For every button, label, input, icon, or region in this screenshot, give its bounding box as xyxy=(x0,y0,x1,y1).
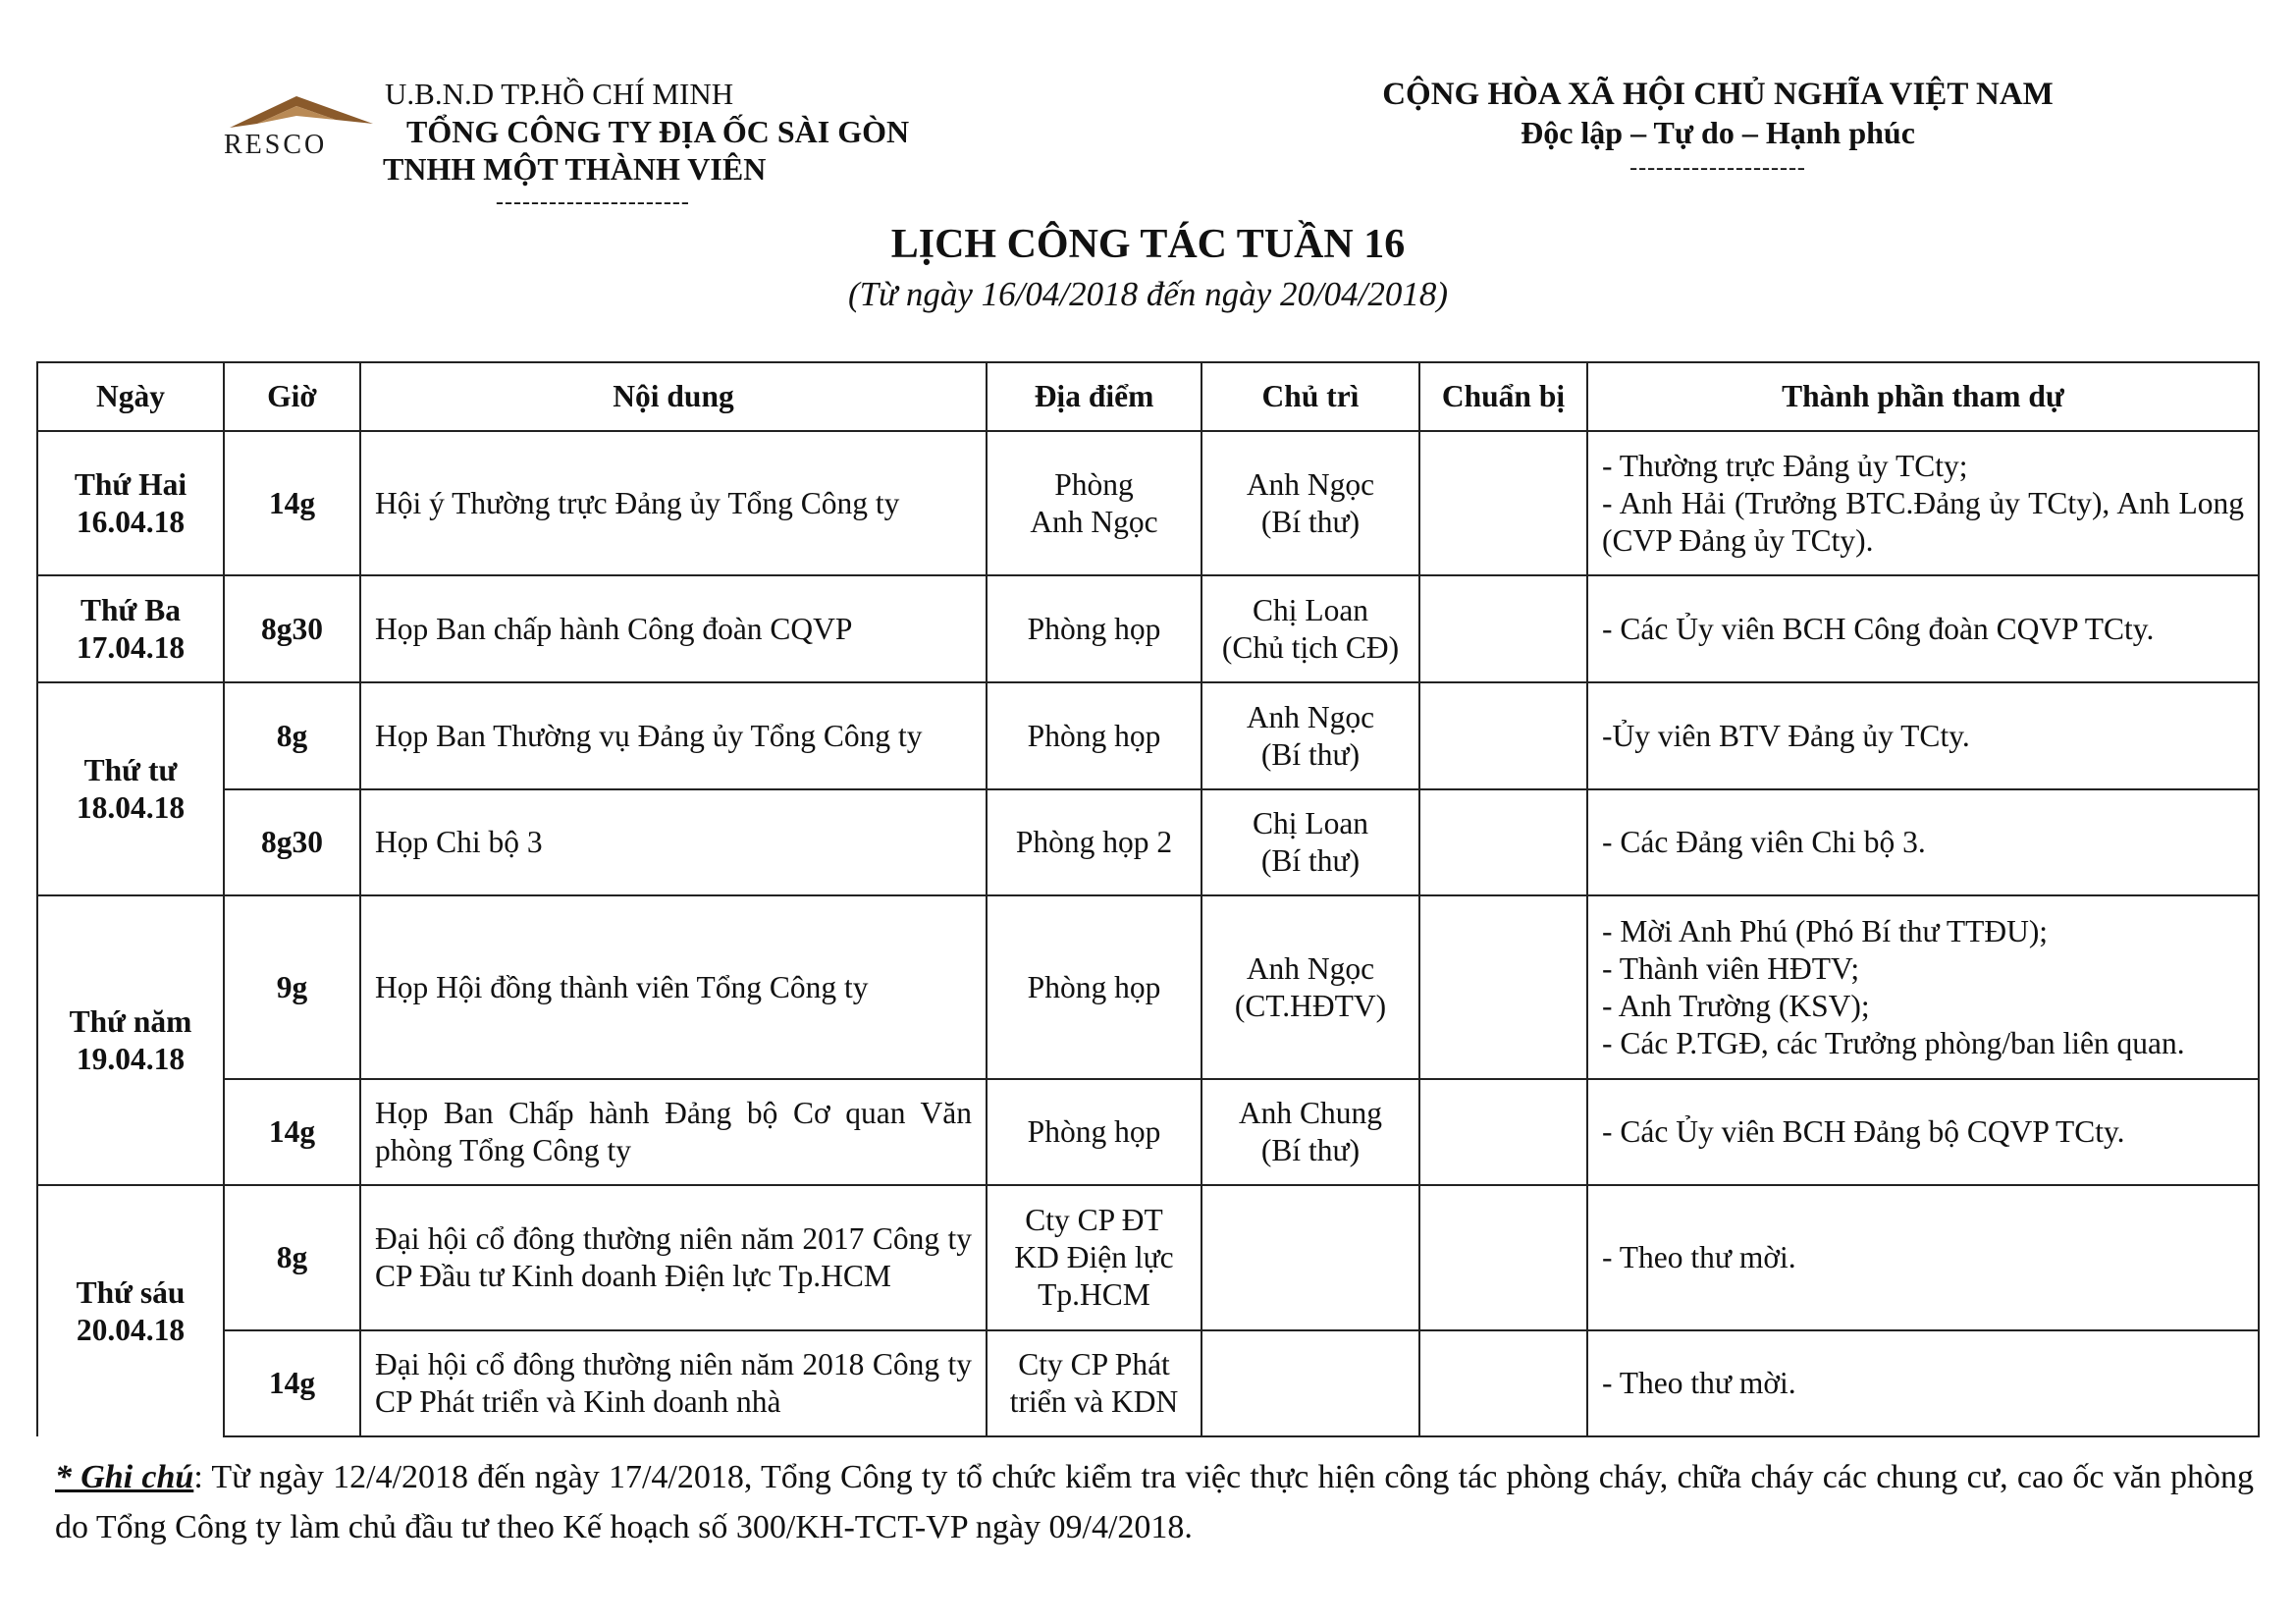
time-cell: 14g xyxy=(224,431,360,575)
nation-name: CỘNG HÒA XÃ HỘI CHỦ NGHĨA VIỆT NAM xyxy=(1382,77,2054,112)
content-cell: Họp Ban Thường vụ Đảng ủy Tổng Công ty xyxy=(360,682,987,789)
place-cell xyxy=(987,789,1201,895)
header-prep: Chuẩn bị xyxy=(1419,362,1587,431)
footnote-text: : Từ ngày 12/4/2018 đến ngày 17/4/2018, Tổng Công ty tổ chức kiểm tra việc thực hiện công tác phòng cháy, chữa cháy các chung cư, cao ốc văn phòng do Tổng Công ty làm chủ đầu tư theo Kế hoạch số 300/KH-TCT-VP ngày 09/4/2018. xyxy=(55,1459,2254,1545)
host-line: (Bí thư) xyxy=(1260,504,1361,539)
place-line: Phòng họp xyxy=(1027,1114,1161,1149)
time-cell: 8g xyxy=(224,682,360,789)
time-cell: 8g30 xyxy=(224,575,360,682)
table-row xyxy=(37,431,2259,575)
host-line: Chị Loan xyxy=(1252,592,1369,627)
content-cell: Họp Ban chấp hành Công đoàn CQVP xyxy=(360,575,987,682)
logo-text: RESCO xyxy=(224,130,328,159)
day-name: Thứ Hai xyxy=(74,466,187,502)
prep-cell xyxy=(1419,1079,1587,1185)
header-day: Ngày xyxy=(37,362,224,431)
prep-cell xyxy=(1419,575,1587,682)
place-cell xyxy=(987,1330,1201,1436)
host-cell xyxy=(1201,431,1419,575)
table-row xyxy=(37,1079,2259,1185)
day-date: 16.04.18 xyxy=(76,504,186,539)
host-line: (Chủ tịch CĐ) xyxy=(1221,629,1400,665)
org-name: TỔNG CÔNG TY ĐỊA ỐC SÀI GÒN xyxy=(406,114,910,149)
header-place: Địa điểm xyxy=(987,362,1201,431)
day-name: Thứ tư xyxy=(83,752,178,787)
resco-logo xyxy=(218,90,385,159)
schedule-table xyxy=(36,361,2260,1437)
host-cell xyxy=(1201,682,1419,789)
place-line: Cty CP ĐT xyxy=(1025,1203,1163,1237)
table-row xyxy=(37,789,2259,895)
day-date: 19.04.18 xyxy=(76,1041,186,1076)
host-line: (Bí thư) xyxy=(1260,736,1361,772)
content-cell: Họp Chi bộ 3 xyxy=(360,789,987,895)
host-line: Chị Loan xyxy=(1252,806,1369,840)
host-cell xyxy=(1201,1185,1419,1330)
attendee-line: - Theo thư mời. xyxy=(1602,1366,1796,1400)
table-row xyxy=(37,895,2259,1079)
day-cell xyxy=(37,575,224,682)
org-separator: ---------------------- xyxy=(496,189,690,215)
place-line: Phòng họp xyxy=(1027,969,1161,1004)
attendees-cell xyxy=(1587,895,2259,1079)
header-content: Nội dung xyxy=(360,362,987,431)
content-cell: Họp Ban Chấp hành Đảng bộ Cơ quan Văn phòng Tổng Công ty xyxy=(360,1079,987,1185)
attendees-cell xyxy=(1587,1185,2259,1330)
attendee-line: - Mời Anh Phú (Phó Bí thư TTĐU); xyxy=(1602,913,2049,948)
place-cell xyxy=(987,682,1201,789)
content-cell: Đại hội cổ đông thường niên năm 2017 Công ty CP Đầu tư Kinh doanh Điện lực Tp.HCM xyxy=(360,1185,987,1330)
host-cell xyxy=(1201,789,1419,895)
place-line: Phòng họp xyxy=(1027,718,1161,753)
attendees-cell xyxy=(1587,575,2259,682)
time-cell: 8g xyxy=(224,1185,360,1330)
header-time: Giờ xyxy=(224,362,360,431)
content-cell: Họp Hội đồng thành viên Tổng Công ty xyxy=(360,895,987,1079)
time-cell: 8g30 xyxy=(224,789,360,895)
host-line: Anh Ngọc xyxy=(1246,699,1375,734)
prep-cell xyxy=(1419,1185,1587,1330)
table-row xyxy=(37,1185,2259,1330)
attendee-line: - Anh Hải (Trưởng BTC.Đảng ủy TCty), Anh Long (CVP Đảng ủy TCty). xyxy=(1602,485,2244,558)
day-cell xyxy=(37,1185,224,1436)
place-line: Phòng họp 2 xyxy=(1015,825,1173,859)
day-cell xyxy=(37,682,224,895)
time-cell: 14g xyxy=(224,1330,360,1436)
content-cell: Đại hội cổ đông thường niên năm 2018 Công ty CP Phát triển và Kinh doanh nhà xyxy=(360,1330,987,1436)
header-host: Chủ trì xyxy=(1201,362,1419,431)
place-line: triển và KDN xyxy=(1009,1384,1179,1419)
attendee-line: - Các Đảng viên Chi bộ 3. xyxy=(1602,825,1926,859)
host-cell xyxy=(1201,1079,1419,1185)
page-subtitle: (Từ ngày 16/04/2018 đến ngày 20/04/2018) xyxy=(847,275,1449,313)
host-line: Anh Chung xyxy=(1238,1096,1383,1130)
attendee-line: -Ủy viên BTV Đảng ủy TCty. xyxy=(1602,718,1970,753)
attendees-cell xyxy=(1587,431,2259,575)
place-cell xyxy=(987,575,1201,682)
attendees-cell xyxy=(1587,1330,2259,1436)
place-cell xyxy=(987,1185,1201,1330)
org-type: TNHH MỘT THÀNH VIÊN xyxy=(383,151,767,187)
attendees-cell xyxy=(1587,789,2259,895)
day-cell xyxy=(37,431,224,575)
attendees-cell xyxy=(1587,1079,2259,1185)
day-name: Thứ sáu xyxy=(76,1274,186,1310)
prep-cell xyxy=(1419,431,1587,575)
footnote xyxy=(55,1452,2254,1552)
place-cell xyxy=(987,1079,1201,1185)
day-name: Thứ Ba xyxy=(80,592,182,627)
header-attendees: Thành phần tham dự xyxy=(1587,362,2259,431)
day-date: 20.04.18 xyxy=(76,1312,186,1347)
table-row xyxy=(37,682,2259,789)
page-title: LỊCH CÔNG TÁC TUẦN 16 xyxy=(890,222,1406,267)
place-line: KD Điện lực xyxy=(1014,1240,1174,1274)
attendee-line: - Theo thư mời. xyxy=(1602,1240,1796,1274)
prep-cell xyxy=(1419,1330,1587,1436)
time-cell: 9g xyxy=(224,895,360,1079)
place-cell xyxy=(987,431,1201,575)
prep-cell xyxy=(1419,682,1587,789)
attendee-line: - Các Ủy viên BCH Đảng bộ CQVP TCty. xyxy=(1602,1114,2125,1149)
host-line: (Bí thư) xyxy=(1260,843,1361,878)
attendee-line: - Thành viên HĐTV; xyxy=(1602,950,1860,986)
day-cell xyxy=(37,895,224,1185)
host-line: Anh Ngọc xyxy=(1246,950,1375,986)
day-name: Thứ năm xyxy=(69,1003,192,1039)
day-date: 17.04.18 xyxy=(76,629,186,665)
attendee-line: - Các Ủy viên BCH Công đoàn CQVP TCty. xyxy=(1602,611,2155,646)
place-line: Anh Ngọc xyxy=(1030,504,1158,539)
attendee-line: - Anh Trường (KSV); xyxy=(1602,988,1870,1023)
host-cell xyxy=(1201,1330,1419,1436)
place-line: Phòng xyxy=(1054,466,1134,502)
table-row xyxy=(37,1330,2259,1436)
prep-cell xyxy=(1419,895,1587,1079)
table-row xyxy=(37,575,2259,682)
host-line: Anh Ngọc xyxy=(1246,466,1375,502)
host-line: (CT.HĐTV) xyxy=(1234,988,1387,1023)
footnote-label: * Ghi chú xyxy=(55,1459,194,1495)
attendee-line: - Thường trực Đảng ủy TCty; xyxy=(1602,448,1968,483)
host-cell xyxy=(1201,895,1419,1079)
place-line: Phòng họp xyxy=(1027,611,1161,646)
place-line: Tp.HCM xyxy=(1038,1277,1150,1312)
national-motto: Độc lập – Tự do – Hạnh phúc xyxy=(1521,115,1915,150)
place-cell xyxy=(987,895,1201,1079)
host-line: (Bí thư) xyxy=(1260,1133,1361,1167)
attendees-cell xyxy=(1587,682,2259,789)
content-cell: Hội ý Thường trực Đảng ủy Tổng Công ty xyxy=(360,431,987,575)
prep-cell xyxy=(1419,789,1587,895)
table-header-row xyxy=(37,362,2259,431)
host-cell xyxy=(1201,575,1419,682)
day-date: 18.04.18 xyxy=(76,789,186,825)
place-line: Cty CP Phát xyxy=(1018,1347,1170,1381)
attendee-line: - Các P.TGĐ, các Trưởng phòng/ban liên quan. xyxy=(1602,1025,2185,1060)
nation-separator: -------------------- xyxy=(1629,155,1806,181)
org-parent: U.B.N.D TP.HỒ CHÍ MINH xyxy=(385,77,734,111)
time-cell: 14g xyxy=(224,1079,360,1185)
